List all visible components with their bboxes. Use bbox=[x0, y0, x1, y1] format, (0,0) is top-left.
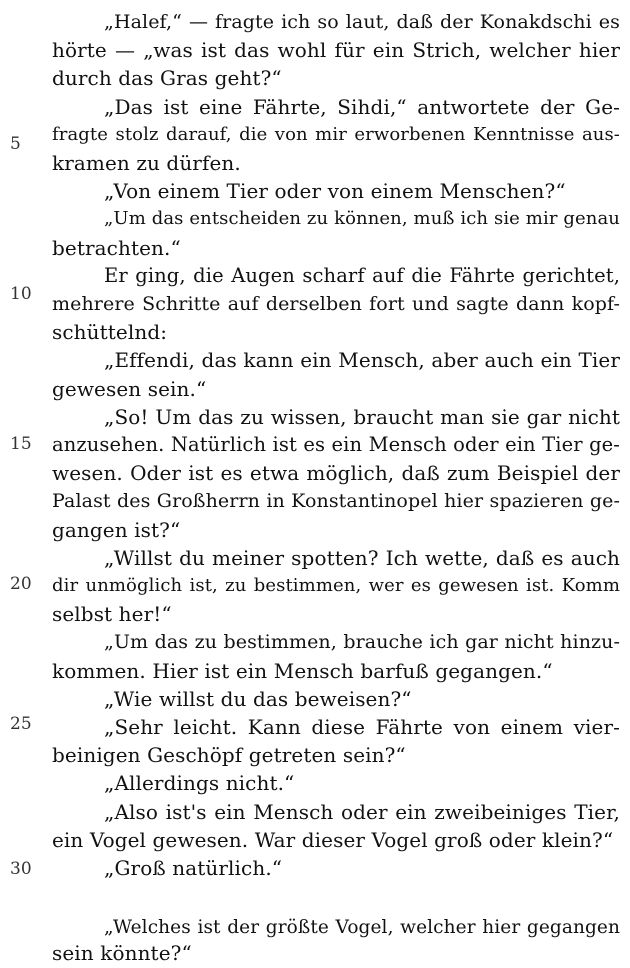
text-line: „So! Um das zu wissen, braucht man sie gar nicht bbox=[104, 404, 620, 429]
line-number: 30 bbox=[10, 859, 32, 879]
text-line: „Von einem Tier oder von einem Menschen?“ bbox=[104, 179, 566, 204]
text-line: dir unmöglich ist, zu bestimmen, wer es gewesen ist. Komm bbox=[52, 575, 620, 596]
text-line: „Effendi, das kann ein Mensch, aber auch ein Tier bbox=[104, 348, 620, 373]
line-number: 10 bbox=[10, 284, 32, 304]
text-line: gewesen sein.“ bbox=[52, 376, 207, 401]
text-line: „Allerdings nicht.“ bbox=[104, 771, 295, 796]
text-line: gangen ist?“ bbox=[52, 517, 181, 542]
text-line: beinigen Geschöpf getreten sein?“ bbox=[52, 743, 406, 768]
text-line: kramen zu dürfen. bbox=[52, 151, 241, 175]
text-line: durch das Gras geht?“ bbox=[52, 66, 282, 91]
line-number: 5 bbox=[10, 134, 21, 154]
text-line: betrachten.“ bbox=[52, 235, 181, 260]
text-line: „Um das zu bestimmen, brauche ich gar nicht hinzu- bbox=[104, 631, 620, 654]
text-line: selbst her!“ bbox=[52, 602, 172, 627]
text-line: ein Vogel gewesen. War dieser Vogel groß oder klein?“ bbox=[52, 827, 614, 852]
text-line: sein könnte?“ bbox=[52, 941, 192, 965]
text-line: kommen. Hier ist ein Mensch barfuß gegangen.“ bbox=[52, 658, 553, 683]
text-line: „Also ist's ein Mensch oder ein zweibeiniges Tier, bbox=[104, 799, 620, 824]
text-line: fragte stolz darauf, die von mir erworbenen Kenntnisse aus- bbox=[52, 123, 620, 145]
text-line: „Groß natürlich.“ bbox=[104, 856, 283, 880]
text-line: Er ging, die Augen scharf auf die Fährte gerichtet, bbox=[104, 263, 620, 287]
line-number: 20 bbox=[10, 574, 32, 594]
text-line: „Welches ist der größte Vogel, welcher hier gegangen bbox=[104, 917, 620, 938]
text-line: „Wie willst du das beweisen?“ bbox=[104, 686, 412, 711]
line-number: 25 bbox=[10, 714, 32, 734]
text-line: „Sehr leicht. Kann diese Fährte von einem vier- bbox=[104, 715, 620, 739]
text-line: wesen. Oder ist es etwa möglich, daß zum Beispiel der bbox=[52, 461, 620, 486]
text-line: „Willst du meiner spotten? Ich wette, daß es auch bbox=[104, 545, 620, 570]
text-line: „Das ist eine Fährte, Sihdi,“ antwortete der Ge- bbox=[104, 94, 620, 119]
text-line: hörte — „was ist das wohl für ein Strich, welcher hier bbox=[52, 38, 620, 63]
text-line: anzusehen. Natürlich ist es ein Mensch oder ein Tier ge- bbox=[52, 433, 620, 456]
text-line: mehrere Schritte auf derselben fort und sagte dann kopf- bbox=[52, 293, 620, 315]
text-line: „Halef,“ — fragte ich so laut, daß der Konakdschi es bbox=[104, 11, 620, 33]
line-number: 15 bbox=[10, 434, 32, 454]
text-line: „Um das entscheiden zu können, muß ich sie mir genau bbox=[104, 208, 620, 230]
text-line: Palast des Großherrn in Konstantinopel hier spazieren ge- bbox=[52, 490, 620, 513]
text-line: schüttelnd: bbox=[52, 320, 168, 345]
